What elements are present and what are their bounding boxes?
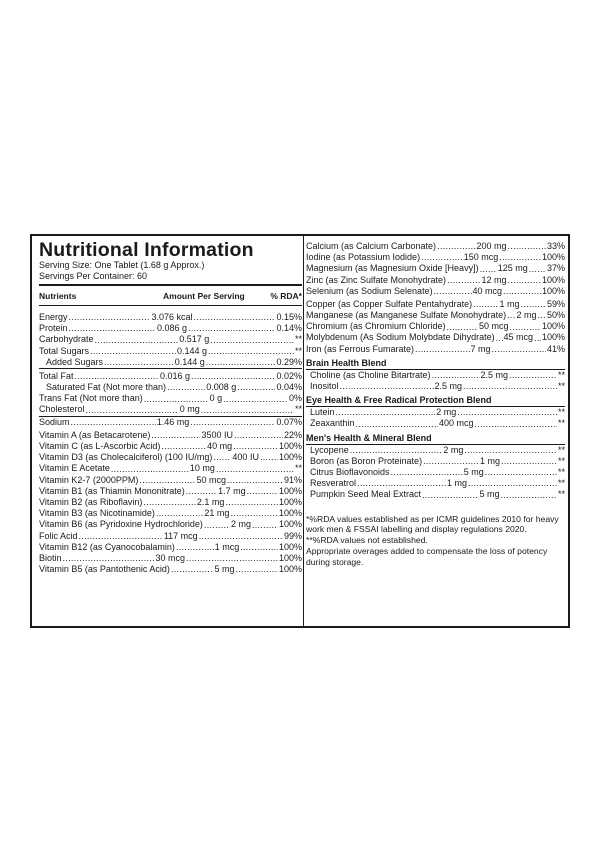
nutrient-row (39, 542, 302, 553)
nutrient-amount: 45 mcg (503, 332, 534, 343)
dot-leader (480, 265, 497, 275)
nutrient-name: Selenium (as Sodium Selenate) (306, 285, 433, 296)
nutrient-name: Carbohydrate (39, 334, 94, 345)
nutrient-rda: 100% (541, 321, 565, 332)
nutrient-amount: 2 mg (516, 310, 537, 321)
dot-leader (421, 253, 463, 263)
dot-leader (434, 287, 472, 297)
nutrient-name: Chromium (as Chromium Chloride) (306, 321, 446, 332)
nutrient-rda: ** (294, 463, 302, 474)
dot-leader (357, 479, 446, 489)
nutrient-name: Lutein (310, 407, 335, 418)
nutrient-amount: 150 mcg (463, 252, 499, 263)
dot-leader (534, 334, 541, 344)
dot-leader (233, 442, 278, 452)
nutrient-name: Vitamin K2-7 (2000PPM) (39, 474, 139, 485)
dot-leader (507, 311, 515, 321)
dot-leader (508, 242, 546, 252)
dot-leader (176, 543, 214, 553)
nutrient-row (306, 321, 565, 332)
blend-row (306, 407, 565, 418)
nutrient-row (306, 263, 565, 274)
dot-leader (79, 532, 163, 542)
dot-leader (227, 476, 283, 486)
nutrient-name: Sodium (39, 416, 70, 427)
nutrient-name: Calcium (as Calcium Carbonate) (306, 241, 437, 251)
nutrient-amount: 0 mg (179, 404, 200, 415)
blend-row (306, 418, 565, 429)
nutrient-row (306, 310, 565, 321)
nutrient-rda: 100% (278, 485, 302, 496)
nutrient-row (306, 275, 565, 286)
nutrient-rda: ** (558, 418, 565, 429)
nutrient-name: Saturated Fat (Not more than) (46, 382, 167, 393)
dot-leader (240, 543, 278, 553)
dot-leader (111, 465, 189, 475)
dot-leader (71, 418, 156, 428)
dot-leader (104, 358, 174, 368)
nutrient-amount: 5 mg (214, 564, 235, 575)
nutrient-row (306, 286, 565, 297)
panel-title: Nutritional Information (39, 239, 254, 261)
dot-leader (252, 521, 278, 531)
nutrient-rda: ** (557, 489, 565, 500)
left-rows (39, 312, 302, 575)
nutrient-amount: 50 mcg (479, 321, 509, 332)
nutrient-name: Iron (as Ferrous Fumarate) (306, 343, 415, 354)
dot-leader (199, 532, 283, 542)
footnote-overages: Appropriate overages added to compensate the loss of potency during storage. (306, 545, 548, 567)
dot-leader (509, 371, 557, 381)
nutrient-name: Vitamin A (as Betacarotene) (39, 429, 151, 440)
nutrient-rda: 0% (289, 393, 302, 404)
nutrient-row (39, 463, 302, 474)
dot-leader (463, 382, 557, 392)
nutrient-name: Total Fat (39, 370, 74, 381)
dot-leader (501, 491, 557, 501)
nutrient-rda: ** (294, 404, 302, 415)
dot-leader (75, 372, 159, 382)
nutrient-amount: 50 mcg (196, 474, 226, 485)
nutrient-name: Energy (39, 312, 68, 322)
nutrient-row (39, 564, 302, 575)
nutrient-rda: 100% (541, 332, 565, 343)
dot-leader (201, 406, 294, 416)
dot-leader (171, 565, 214, 575)
dot-leader (336, 408, 436, 418)
dot-leader (167, 383, 205, 393)
dot-leader (529, 265, 546, 275)
nutrient-amount: 1.46 mg (156, 416, 190, 427)
nutrient-rda: 100% (278, 541, 302, 552)
nutrient-name: Vitamin B12 (as Cyanocobalamin) (39, 541, 175, 552)
nutrient-rda: 91% (284, 474, 302, 485)
dot-leader (447, 276, 480, 286)
right-rows (306, 241, 565, 355)
blend-row (306, 467, 565, 478)
dot-leader (225, 498, 278, 508)
nutrient-amount: 40 mcg (472, 285, 503, 296)
nutrient-row (39, 508, 302, 519)
nutrient-row (39, 531, 302, 542)
nutrient-rda: ** (557, 369, 565, 380)
nutrient-amount: 40 mg (207, 441, 233, 452)
nutrition-panel (30, 234, 570, 628)
nutrient-amount: 5 mg (479, 489, 500, 500)
nutrient-row (39, 346, 302, 357)
nutrient-amount: 2.5 mg (434, 381, 463, 392)
nutrient-name: Molybdenum (As Sodium Molybdate Dihydrate) (306, 332, 495, 343)
nutrient-rda: ** (558, 478, 565, 489)
nutrient-amount: 3500 IU (201, 429, 233, 440)
nutrient-row (306, 344, 565, 355)
blend-title: Eye Health & Free Radical Protection Blend (306, 394, 565, 407)
nutrient-amount: 0.008 g (206, 382, 237, 393)
dot-leader (234, 431, 283, 441)
nutrient-amount: 1 mg (480, 455, 501, 466)
nutrient-amount: 200 mg (476, 241, 507, 251)
nutrient-row (39, 430, 302, 441)
nutrient-row (39, 334, 302, 345)
dot-leader (223, 395, 288, 405)
nutrient-name: Total Sugars (39, 345, 90, 356)
nutrient-rda: 100% (278, 452, 302, 463)
nutrient-amount: 0.517 g (179, 334, 210, 345)
nutrient-name: Pumpkin Seed Meal Extract (310, 489, 422, 500)
dot-leader (437, 242, 475, 252)
nutrient-name: Vitamin C (as L-Ascorbic Acid) (39, 441, 161, 452)
dot-leader (501, 457, 557, 467)
nutrient-row (39, 371, 302, 382)
dot-leader (139, 476, 195, 486)
dot-leader (186, 487, 217, 497)
dot-leader (503, 287, 541, 297)
nutrient-amount: 2 mg (443, 444, 464, 455)
nutrient-row (39, 497, 302, 508)
nutrient-name: Zinc (as Zinc Sulfate Monohydrate) (306, 274, 447, 285)
dot-leader (208, 347, 294, 357)
nutrient-name: Choline (as Choline Bitartrate) (310, 369, 431, 380)
nutrient-rda: 0.07% (276, 416, 302, 427)
nutrient-amount: 30 mcg (155, 552, 185, 563)
dot-leader (415, 345, 469, 355)
nutrient-rda: 0.14% (276, 323, 302, 334)
nutrient-name: Manganese (as Manganese Sulfate Monohydrate) (306, 310, 507, 321)
nutrient-amount: 5 mg (463, 467, 484, 477)
dot-leader (468, 479, 557, 489)
dot-leader (194, 313, 276, 323)
dot-leader (86, 406, 179, 416)
serving-size: Serving Size: One Tablet (1.68 g Approx.) (39, 260, 205, 270)
nutrient-name: Inositol (310, 381, 339, 392)
nutrient-amount: 0.086 g (156, 323, 188, 334)
dot-leader (510, 323, 541, 333)
nutrient-row (306, 241, 565, 252)
dot-leader (69, 313, 151, 323)
dot-leader (538, 311, 546, 321)
nutrient-name: Cholesterol (39, 404, 85, 415)
nutrient-amount: 0.016 g (159, 370, 191, 381)
nutrient-rda: ** (557, 381, 565, 392)
nutrient-amount: 12 mg (481, 274, 507, 285)
nutrient-amount: 21 mg (204, 508, 230, 519)
nutrient-rda: ** (295, 345, 302, 356)
nutrient-name: Vitamin B3 (as Nicotinamide) (39, 508, 155, 519)
dot-leader (508, 276, 541, 286)
footnote-not-established: **%RDA values not established. (306, 535, 428, 546)
nutrient-rda: 100% (541, 274, 565, 285)
nutrient-amount: 125 mg (497, 263, 528, 274)
dot-leader (260, 453, 278, 463)
blend-row (306, 456, 565, 467)
left-column (39, 241, 302, 575)
dot-leader (356, 420, 438, 430)
nutrient-rda: 100% (278, 519, 302, 530)
nutrient-amount: 1.7 mg (218, 485, 246, 496)
nutrient-rda: 22% (284, 429, 302, 440)
dot-leader (457, 408, 557, 418)
dot-leader (492, 345, 546, 355)
nutrient-row (39, 475, 302, 486)
dot-leader (496, 334, 503, 344)
blend-title: Men's Health & Mineral Blend (306, 432, 565, 445)
dot-leader (151, 431, 200, 441)
dot-leader (95, 336, 179, 346)
nutrient-amount: 0 g (209, 393, 223, 404)
nutrient-name: Lycopene (310, 444, 349, 455)
nutrient-name: Vitamin B6 (as Pyridoxine Hydrochloride) (39, 519, 203, 530)
nutrient-rda: 0.04% (276, 382, 302, 393)
dot-leader (90, 347, 176, 357)
nutrient-amount: 1 mg (447, 478, 468, 489)
nutrient-row (39, 417, 302, 428)
footnote-rda: *%RDA values established as per ICMR guidelines 2010 for heavy work men & FSSAI labelling and display regulations 2020. (306, 513, 559, 535)
nutrient-name: Magnesium (as Magnesium Oxide [Heavy]) (306, 263, 479, 274)
dot-leader (216, 465, 294, 475)
column-divider (303, 236, 304, 626)
dot-leader (161, 442, 206, 452)
dot-leader (188, 324, 275, 334)
nutrient-row (39, 382, 302, 393)
nutrient-rda: ** (294, 334, 302, 345)
nutrient-rda: 0.15% (276, 312, 302, 322)
nutrient-amount: 400 IU (232, 452, 259, 463)
dot-leader (230, 509, 278, 519)
blend-row (306, 445, 565, 456)
nutrient-row (39, 519, 302, 530)
dot-leader (204, 521, 230, 531)
nutrient-amount: 400 mcg (439, 418, 474, 429)
dot-leader (350, 446, 443, 456)
nutrient-rda: 100% (278, 508, 302, 519)
nutrient-rda: 59% (547, 298, 565, 309)
nutrient-name: Vitamin B5 (as Pantothenic Acid) (39, 564, 170, 575)
nutrient-amount: 10 mg (189, 463, 215, 474)
dot-leader (156, 509, 204, 519)
nutrient-name: Zeaxanthin (310, 418, 355, 429)
dot-leader (391, 468, 463, 478)
nutrient-name: Folic Acid (39, 530, 78, 541)
dot-leader (499, 253, 541, 263)
nutrient-rda: 33% (546, 241, 565, 251)
nutrient-rda: ** (557, 455, 565, 466)
nutrient-name: Protein (39, 323, 68, 334)
nutrient-row (39, 312, 302, 323)
nutrient-rda: 37% (546, 263, 565, 274)
servings-per-container: Servings Per Container: 60 (39, 270, 148, 281)
dot-leader (247, 487, 278, 497)
nutrient-rda: 50% (546, 310, 565, 321)
blend-row (306, 381, 565, 392)
dot-leader (210, 336, 294, 346)
nutrient-name: Iodine (as Potassium Iodide) (306, 252, 421, 263)
footnotes (306, 514, 565, 568)
dot-leader (63, 554, 155, 564)
nutrient-rda: 100% (541, 285, 565, 296)
nutrient-row (39, 357, 302, 369)
nutrient-row (39, 486, 302, 497)
nutrient-rda: 100% (278, 552, 302, 563)
nutrient-name: Vitamin B2 (as Riboflavin) (39, 497, 143, 507)
nutrient-name: Citrus Bioflavonoids (310, 467, 390, 477)
dot-leader (190, 418, 275, 428)
blends (306, 357, 565, 501)
column-header (39, 291, 302, 302)
blend-title: Brain Health Blend (306, 357, 565, 370)
blend-row (306, 489, 565, 500)
dot-leader (464, 446, 557, 456)
nutrient-amount: 7 mg (470, 343, 491, 354)
nutrient-name: Vitamin E Acetate (39, 463, 110, 474)
nutrient-name: Added Sugars (46, 356, 104, 367)
nutrient-row (306, 299, 565, 310)
nutrient-rda: 0.29% (276, 356, 302, 367)
right-column (306, 241, 565, 568)
nutrient-row (39, 405, 302, 417)
blend-row (306, 370, 565, 381)
dot-leader (235, 565, 278, 575)
nutrient-row (39, 393, 302, 404)
nutrient-amount: 0.144 g (177, 345, 208, 356)
dot-leader (206, 358, 276, 368)
nutrient-amount: 1 mg (499, 298, 520, 309)
dot-leader (69, 324, 156, 334)
nutrient-rda: ** (558, 467, 565, 477)
dot-leader (475, 420, 557, 430)
dot-leader (473, 300, 498, 310)
nutrient-name: Resveratrol (310, 478, 357, 489)
nutrient-rda: 100% (278, 497, 302, 507)
nutrient-rda: 100% (278, 441, 302, 452)
nutrient-row (39, 323, 302, 334)
dot-leader (423, 457, 479, 467)
nutrient-amount: 3.076 kcal (151, 312, 193, 322)
dot-leader (143, 498, 196, 508)
nutrient-name: Trans Fat (Not more than) (39, 393, 143, 404)
header-underline (39, 305, 302, 306)
nutrient-rda: 41% (546, 343, 565, 354)
nutrient-name: Vitamin D3 (as Cholecalciferol) (100 IU/mg) (39, 452, 213, 463)
nutrient-rda: 100% (278, 564, 302, 575)
nutrient-rda: 0.02% (276, 370, 302, 381)
col-nutrients: Nutrients (39, 291, 77, 301)
nutrient-row (306, 333, 565, 344)
nutrient-name: Boron (as Boron Proteinate) (310, 455, 423, 466)
dot-leader (521, 300, 546, 310)
nutrient-name: Vitamin B1 (as Thiamin Mononitrate) (39, 485, 185, 496)
nutrient-rda: 99% (284, 530, 302, 541)
dot-leader (485, 468, 557, 478)
nutrient-row (39, 452, 302, 463)
header-rule (39, 284, 302, 286)
dot-leader (213, 453, 231, 463)
col-amount: Amount Per Serving (163, 291, 245, 301)
nutrient-amount: 2 mg (230, 519, 251, 530)
dot-leader (186, 554, 278, 564)
nutrient-name: Copper (as Copper Sulfate Pentahydrate) (306, 298, 473, 309)
dot-leader (422, 491, 478, 501)
nutrient-row (306, 252, 565, 263)
dot-leader (144, 395, 209, 405)
nutrient-amount: 2.5 mg (480, 369, 509, 380)
nutrient-amount: 117 mcg (163, 530, 198, 541)
dot-leader (340, 382, 434, 392)
blend-row (306, 478, 565, 489)
nutrient-amount: 1 mcg (214, 541, 240, 552)
nutrient-amount: 2 mg (436, 407, 457, 418)
nutrient-row (39, 553, 302, 564)
nutrient-rda: 100% (541, 252, 565, 263)
dot-leader (191, 372, 275, 382)
nutrient-row (39, 441, 302, 452)
nutrient-rda: ** (558, 444, 565, 455)
nutrient-name: Biotin (39, 552, 62, 563)
nutrient-amount: 2.1 mg (196, 497, 225, 507)
dot-leader (447, 323, 478, 333)
dot-leader (432, 371, 480, 381)
dot-leader (237, 383, 275, 393)
nutrient-rda: ** (557, 407, 565, 418)
col-rda: % RDA* (270, 291, 302, 301)
nutrient-amount: 0.144 g (174, 356, 205, 367)
